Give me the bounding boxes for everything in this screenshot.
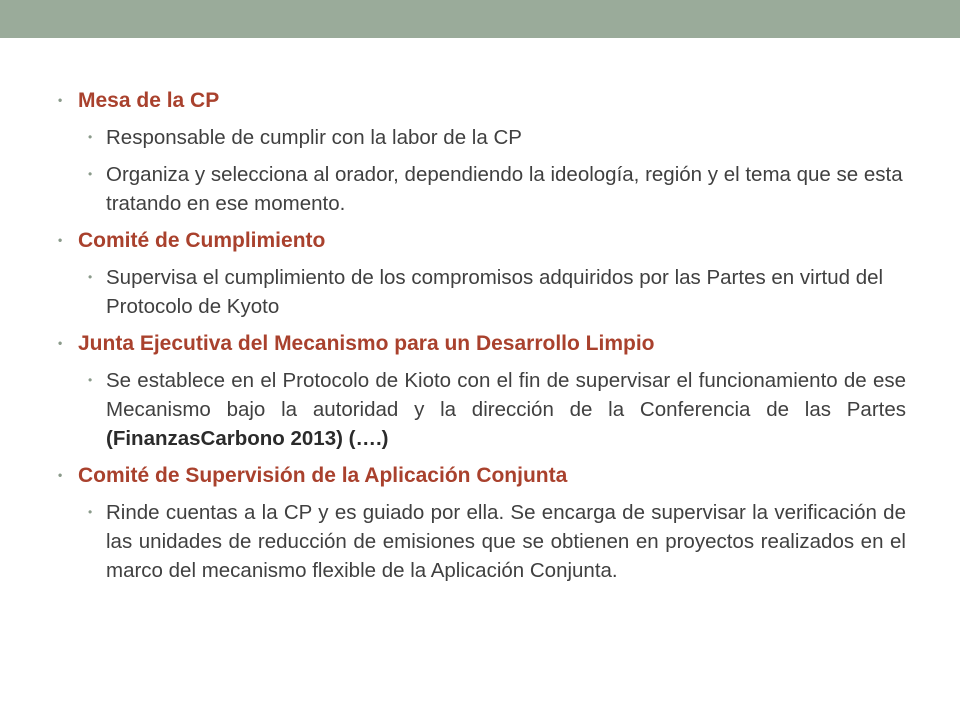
sub-text: Supervisa el cumplimiento de los compromisos adquiridos por las Partes en virtud del Protocolo de Kyoto: [106, 266, 884, 318]
heading-text: Mesa de la CP: [78, 89, 220, 112]
bullet-icon: •: [88, 505, 93, 519]
sub-bullet: [88, 123, 906, 152]
bullet-icon: •: [88, 167, 93, 181]
slide-content: [58, 86, 906, 593]
sub-bullet: [88, 366, 906, 453]
sub-text: Organiza y selecciona al orador, dependiendo la ideología, región y el tema que se esta tratando en ese momento.: [106, 163, 903, 215]
sub-text: Se establece en el Protocolo de Kioto con el fin de supervisar el funcionamiento de ese Mecanismo bajo la autoridad y la dirección de la Conferencia de las Partes: [106, 369, 906, 421]
sub-text: Responsable de cumplir con la labor de la CP: [106, 126, 522, 149]
citation-text: (FinanzasCarbono 2013) (….): [106, 427, 389, 450]
bullet-icon: •: [58, 93, 63, 107]
sub-bullet: [88, 263, 906, 321]
bullet-heading-junta: [58, 329, 906, 358]
heading-text: Junta Ejecutiva del Mecanismo para un Desarrollo Limpio: [78, 332, 655, 355]
heading-text: Comité de Supervisión de la Aplicación Conjunta: [78, 464, 568, 487]
heading-text: Comité de Cumplimiento: [78, 229, 326, 252]
bullet-icon: •: [58, 233, 63, 247]
bullet-icon: •: [58, 468, 63, 482]
bullet-icon: •: [58, 336, 63, 350]
bullet-heading-mesa: [58, 86, 906, 115]
bullet-heading-supervision: [58, 461, 906, 490]
bullet-icon: •: [88, 373, 93, 387]
bullet-heading-cumplimiento: [58, 226, 906, 255]
sub-bullet: [88, 498, 906, 585]
sub-text: Rinde cuentas a la CP y es guiado por ella. Se encarga de supervisar la verificación de las unidades de reducción de emisiones que se obtienen en proyectos realizados en el marco del mecanismo flexible de la Aplicación Conjunta.: [106, 501, 906, 582]
top-accent-bar: [0, 0, 960, 38]
bullet-icon: •: [88, 270, 93, 284]
bullet-icon: •: [88, 130, 93, 144]
sub-bullet: [88, 160, 906, 218]
